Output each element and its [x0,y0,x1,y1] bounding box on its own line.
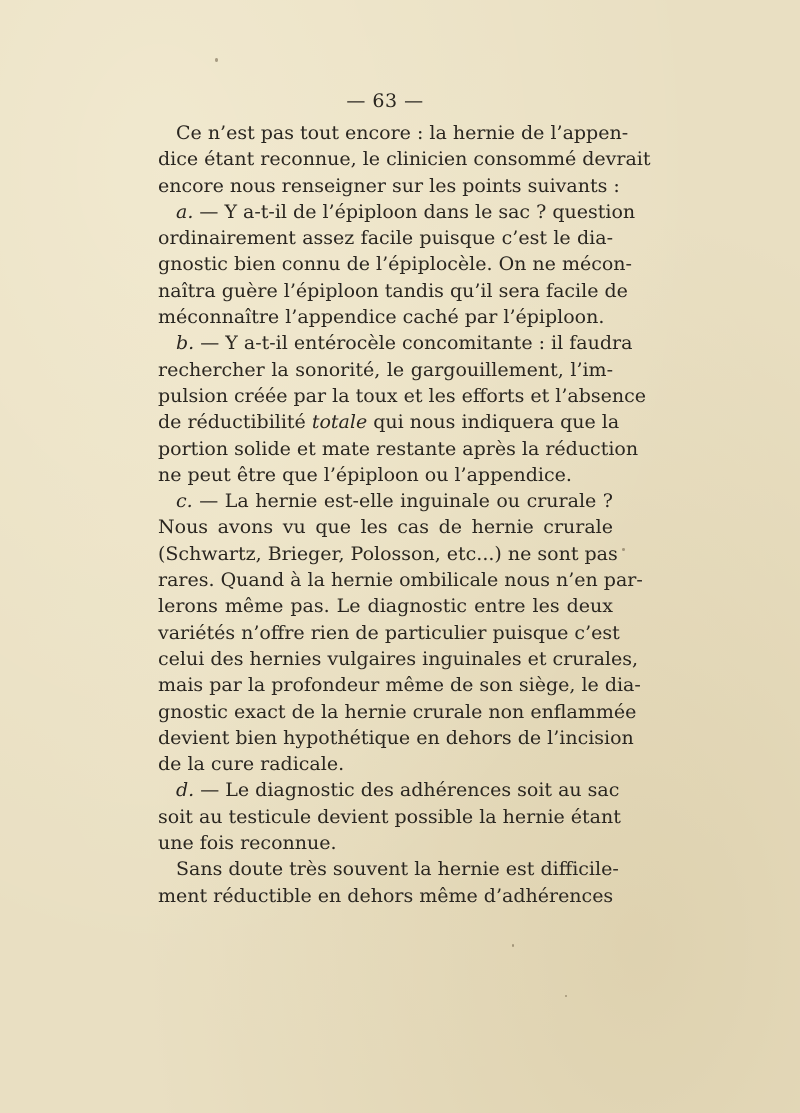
paper-speck [622,548,625,551]
paper-speck [215,58,218,62]
emphasis-text: totale [311,411,368,434]
line-text: — Le diagnostic des adhérences soit au sac [194,779,620,802]
text-line [158,199,636,225]
text-line: ordinairement assez facile puisque c’est le dia- [158,227,613,250]
text-line: portion solide et mate restante après la réduction [158,437,639,460]
line-text: — Y a-t-il de l’épiploon dans le sac ? question [193,200,636,223]
list-marker: c. [176,490,193,513]
body-text [158,120,651,909]
text-line: rares. Quand à la hernie ombilicale nous n’en par- [158,569,643,592]
text-line: ment réductible en dehors même d’adhérences [158,884,614,907]
text-line: celui des hernies vulgaires inguinales et crurales, [158,647,639,670]
text-line: gnostic exact de la hernie crurale non enflammée [158,700,637,723]
text-line: mais par la profondeur même de son siège, le dia- [158,674,641,697]
line-text: — Y a-t-il entérocèle concomitante : il faudra [194,332,633,355]
text-line: encore nous renseigner sur les points suivants : [158,174,620,197]
text-line: naîtra guère l’épiploon tandis qu’il sera facile de [158,279,628,302]
text-line: Ce n’est pas tout encore : la hernie de l’appen- [176,122,629,144]
list-marker: b. [176,332,195,355]
text-line: gnostic bien connu de l’épiplocèle. On ne mécon- [158,253,632,276]
text-line: une fois reconnue. [158,832,337,855]
text-line: de la cure radicale. [158,753,345,776]
text-line: ne peut être que l’épiploon ou l’appendice. [158,463,572,486]
line-text: qui nous indiquera que la [367,411,620,434]
text-line: Nous avons vu que les cas de hernie crurale [158,516,613,539]
list-marker: d. [176,779,195,802]
text-line [158,488,613,514]
text-line [158,330,633,356]
text-line: Sans doute très souvent la hernie est difficile- [176,858,619,881]
text-line: soit au testicule devient possible la hernie étant [158,805,621,828]
text-line: dice étant reconnue, le clinicien consommé devrait [158,148,651,171]
line-text: — La hernie est-elle inguinale ou crurale ? [192,490,613,513]
text-line: pulsion créée par la toux et les efforts et l’absence [158,384,646,407]
list-marker: a. [176,200,194,223]
text-line: variétés n’offre rien de particulier puisque c’est [158,621,620,644]
text-line: lerons même pas. Le diagnostic entre les deux [158,595,613,618]
text-line: rechercher la sonorité, le gargouillement, l’im- [158,358,613,381]
line-text: de réductibilité [158,411,312,434]
text-line: (Schwartz, Brieger, Polosson, etc...) ne sont pas [158,542,618,565]
paper-speck [512,944,514,947]
text-line [158,777,620,803]
page-number: — 63 — [346,90,424,112]
text-line: méconnaître l’appendice caché par l’épiploon. [158,306,605,329]
text-line: devient bien hypothétique en dehors de l’incision [158,726,634,749]
text-line [158,409,620,435]
paper-speck [565,995,567,997]
